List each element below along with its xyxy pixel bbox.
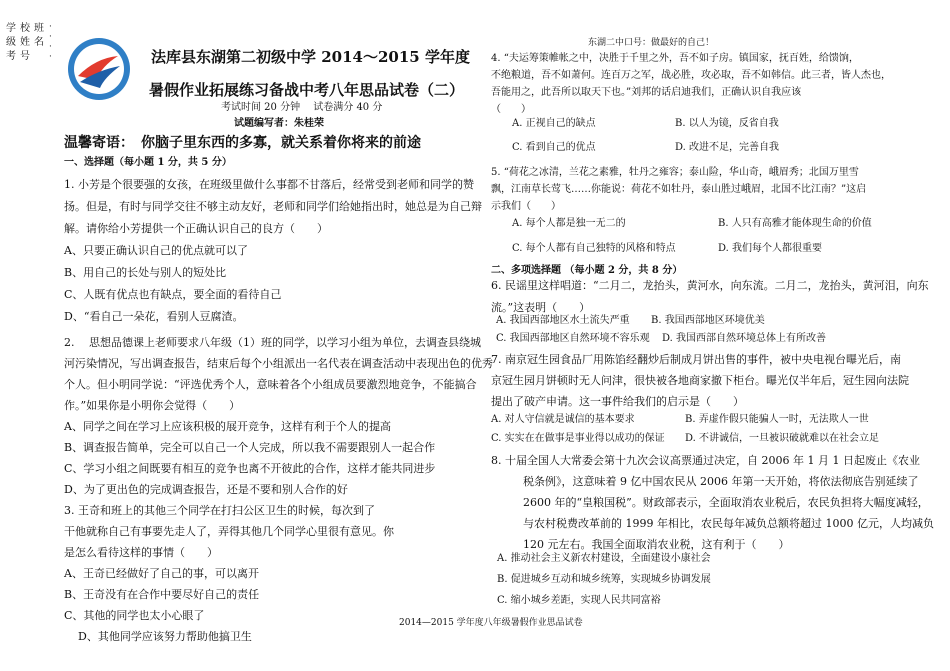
q7-option-b: B. 弄虚作假只能骗人一时，无法欺人一世 [685,414,869,425]
text-line: 7. 南京冠生园食品厂用陈馅经翻炒后制成月饼出售的事件，被中央电视台曝光后，南 [491,353,901,366]
text-line: 扬。但是，有时与同学交往不够主动友好，老师和同学们给她指出时，她总是为自己辩 [64,200,482,213]
binding-char: 级 [6,37,16,48]
q7-option-d: D. 不讲诚信，一旦被识破就难以在社会立足 [685,433,880,444]
text-line: 1. 小芳是个很要强的女孩，在班级里做什么事都不甘落后，经常受到老师和同学的赞 [64,178,474,191]
text-line: 个人。但小明同学说：“评选优秀个人，意味着各个小组成员要激烈地竞争，不能搞合 [64,378,477,391]
q6-option-b: B. 我国西部地区环境优美 [651,315,765,326]
q8-option-a: A. 推动社会主义新农村建设，全面建设小康社会 [497,553,711,564]
q6-option-d: D. 我国西部自然环境总体上有所改善 [662,333,827,344]
title-line-2: 暑假作业拓展练习备战中考八年思品试卷（二） [149,81,465,99]
school-slogan: 东湖二中口号：做最好的自己！ [588,38,715,48]
q6-option-a: A. 我国西部地区水土流失严重 [496,315,630,326]
q7-option-a: A. 对人守信就是诚信的基本要求 [491,414,635,425]
binding-char: 考 [6,51,16,62]
text-line: 不绝粮道，吾不如萧何。连百万之军，战必胜，攻必取，吾不如韩信。此三者，皆人杰也， [491,70,891,81]
binding-char: 姓 [20,37,30,48]
text-line: 6. 民谣里这样唱道：“二月二，龙抬头，黄河水，向东流。二月二，龙抬头，黄河泪，向东 [491,279,929,292]
text-line: 8. 十届全国人大常委会第十九次会议高票通过决定，自 2006 年 1 月 1 日起废止《农业 [491,454,920,467]
q4-option-c: C. 看到自己的优点 [512,142,596,153]
binding-char: 班 [34,23,44,34]
question-8 [491,453,934,558]
option-line: D、“看自己一朵花，看别人豆腐渣。 [64,310,244,323]
q5-option-d: D. 我们每个人都很重要 [718,243,823,254]
text-line: 作。”如果你是小明你会觉得（ ） [64,399,241,412]
q7-option-c: C. 实实在在做事是事业得以成功的保证 [491,433,665,444]
text-line: 飘，江南草长莺飞……你能说：荷花不如牡丹，泰山胜过峨眉，北国不比江南？”这启 [491,184,867,195]
section1-heading: 一、选择题（每小题 1 分，共 5 分） [64,157,232,168]
page-footer: 2014—2015 学年度八年级暑假作业思品试卷 [399,618,583,628]
title-line-1: 法库县东湖第二初级中学 2014～2015 学年度 [151,48,470,66]
section1-questions [64,177,493,650]
option-line: C、人既有优点也有缺点，要全面的看待自己 [64,288,282,301]
q4-option-a: A. 正视自己的缺点 [512,118,596,129]
q8-option-b: B. 促进城乡互动和城乡统筹，实现城乡协调发展 [497,574,711,585]
option-line: A、只要正确认识自己的优点就可以了 [64,244,248,257]
option-line: D、其他同学应该努力帮助他搞卫生 [78,630,252,643]
option-line: B、用自己的长处与别人的短处比 [64,266,227,279]
question-5 [491,166,866,217]
text-line: 税条例》，这意味着 9 亿中国农民从 2006 年第一天开始，将依法彻底告别延续了 [523,475,919,488]
text-line: 干他就称自己有事要先走人了，弄得其他几个同学心里很有意见。你 [64,525,394,538]
binding-dots: · · · · [49,22,52,62]
school-logo [66,36,132,102]
text-line: 吾能用之，此吾所以取天下也。”刘邦的话启迪我们，正确认识自我应该 [491,87,802,98]
q4-option-d: D. 改进不足，完善自我 [675,142,780,153]
text-line: 示我们（ ） [491,201,561,212]
text-line: 是怎么看待这样的事情（ ） [64,546,218,559]
q8-option-c: C. 缩小城乡差距，实现人民共同富裕 [497,595,661,606]
text-line: 2. 思想品德课上老师要求八年级（1）班的同学，以学习小组为单位，去调查县绕城 [64,336,481,349]
text-line: 流。”这表明（ ） [491,301,591,314]
binding-column-3 [34,22,44,50]
binding-column-1 [6,22,16,64]
question-7 [491,352,909,415]
binding-char: 名 [34,37,44,48]
section2-heading: 二、多项选择题 （每小题 2 分，共 8 分） [491,265,683,276]
motto: 温馨寄语： 你脑子里东西的多寡，就关系着你将来的前途 [64,135,421,151]
binding-char: 校 [20,23,30,34]
exam-meta: 考试时间 20 分钟 试卷满分 40 分 [221,102,383,113]
option-line: D、为了更出色的完成调查报告，还是不要和别人合作的好 [64,483,348,496]
option-line: A、王奇已经做好了自己的事，可以离开 [64,567,259,580]
binding-char: 号 [20,51,30,62]
text-line: 120 元左右。我国全面取消农业税，这有利于（ ） [523,538,790,551]
q5-option-c: C. 每个人都有自己独特的风格和特点 [512,243,676,254]
text-line: 5. “荷花之冰清，兰花之素雅，牡丹之雍容；泰山险，华山奇，峨眉秀；北国万里雪 [491,167,859,178]
text-line: 京冠生园月饼顿时无人问津，很快被各地商家撤下柜台。曝光仅半年后，冠生园向法院 [491,374,909,387]
text-line: 河污染情况，写出调查报告，结束后每个小组派出一名代表在调查活动中表现出色的优秀 [64,357,493,370]
text-line: 与农村税费改革前的 1999 年相比，农民每年减负总额将超过 1000 亿元，人均减负 [523,517,934,530]
option-line: C、其他的同学也太小心眼了 [64,609,205,622]
text-line: 解。请你给小芳提供一个正确认识自己的良方（ ） [64,222,328,235]
binding-char: 学 [6,23,16,34]
author-line: 试题编写者：朱桂荣 [234,118,324,129]
text-line: 2600 年的“皇粮国税”。财政部表示，全面取消农业税后，农民负担将大幅度减轻， [523,496,929,509]
text-line: 提出了破产申请。这一事件给我们的启示是（ ） [491,395,744,408]
binding-column-2 [20,22,30,64]
option-line: C、学习小组之间既要有相互的竞争也离不开彼此的合作，这样才能共同进步 [64,462,436,475]
q4-option-b: B. 以人为镜，反省自我 [675,118,779,129]
q5-option-a: A. 每个人都是独一无二的 [512,218,626,229]
text-line: 3. 王奇和班上的其他三个同学在打扫公区卫生的时候，每次到了 [64,504,375,517]
option-line: A、同学之间在学习上应该积极的展开竞争，这样有利于个人的提高 [64,420,391,433]
text-line: 4. “夫运筹策帷帐之中，决胜于千里之外，吾不如子房。镇国家，抚百姓，给馈饷， [491,53,859,64]
text-line: （ ） [491,104,531,115]
option-line: B、王奇没有在合作中要尽好自己的责任 [64,588,260,601]
q6-option-c: C. 我国西部地区自然环境不容乐观 [496,333,650,344]
question-4 [491,52,891,120]
option-line: B、调查报告简单，完全可以自己一个人完成，所以我不需要跟别人一起合作 [64,441,436,454]
q5-option-b: B. 人只有高雅才能体现生命的价值 [718,218,872,229]
